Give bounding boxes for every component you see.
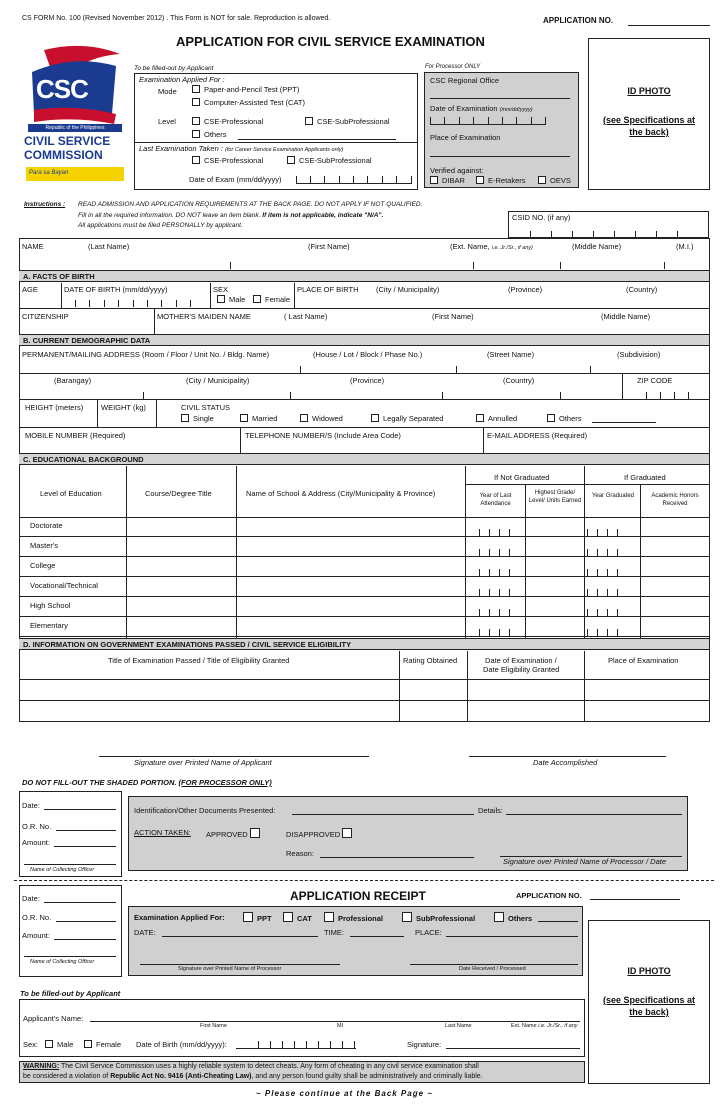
reason-label: Reason: (286, 849, 314, 858)
street-label: (Street Name) (487, 350, 535, 359)
logo-line2: COMMISSION (24, 148, 103, 162)
csc-emblem-icon (24, 44, 126, 184)
warning-line2: be considered a violation of Republic Act No. 9416 (Anti-Cheating Law), and any person found guilty shall be administratively and criminally liable. (23, 1073, 483, 1080)
last-pro-label: CSE-Professional (204, 156, 264, 165)
civil-others-option[interactable]: Others (547, 414, 582, 423)
digit-divider (489, 549, 490, 556)
city-label: (City / Municipality) (186, 376, 250, 385)
processor-signature-label: Signature over Printed Name of Processor / Date (503, 857, 666, 866)
digit-divider (617, 549, 618, 556)
digit-divider (489, 609, 490, 616)
name-label: NAME (22, 242, 44, 251)
digit-divider (607, 529, 608, 536)
form-number: CS FORM No. 100 (Revised November 2012) . This Form is NOT for sale. Reproduction is allowed. (22, 15, 331, 22)
female-checkbox[interactable] (253, 295, 261, 303)
exam-applied-label: Examination Applied For : (139, 75, 225, 84)
digit-divider (499, 629, 500, 636)
collect-date-label: Date: (22, 801, 40, 810)
gov-rating-header: Rating Obtained (403, 656, 458, 665)
not-graduated-header: If Not Graduated (494, 473, 550, 482)
bottom-name-field[interactable] (90, 1021, 580, 1022)
receipt-collecting-label: Name of Collecting Officer (30, 959, 95, 965)
annulled-option[interactable]: Annulled (476, 414, 517, 423)
digit-divider (597, 549, 598, 556)
dob-label: DATE OF BIRTH (mm/dd/yyyy) (64, 285, 168, 294)
receipt-cat-checkbox[interactable] (283, 912, 293, 922)
receipt-amount-field[interactable] (54, 939, 116, 940)
last-exam-label: Last Examination Taken : (for Career Service Examination Applicants only) (139, 144, 344, 153)
edu-level-label: Elementary (30, 621, 68, 630)
male-checkbox[interactable] (217, 295, 225, 303)
mi-label: (M.I.) (676, 242, 694, 251)
applicant-signature-label: Signature over Printed Name of Applicant (134, 758, 272, 767)
csc-logo (24, 44, 126, 184)
logo-abbr: CSC (36, 74, 88, 104)
digit-divider (509, 549, 510, 556)
pob-label: PLACE OF BIRTH (297, 285, 359, 294)
digit-divider (479, 569, 480, 576)
application-no-field[interactable] (628, 25, 710, 26)
collect-or-label: O.R. No. (22, 822, 52, 831)
male-option[interactable]: Male (217, 295, 245, 304)
digit-divider (587, 629, 588, 636)
eretakers-option[interactable]: E-Retakers (476, 176, 526, 185)
digit-divider (499, 549, 500, 556)
digit-divider (499, 529, 500, 536)
idocs-label: Identification/Other Documents Presented: (134, 806, 276, 815)
oevs-option[interactable]: OEVS (538, 176, 571, 185)
weight-label: WEIGHT (kg) (101, 403, 146, 412)
receipt-others-checkbox[interactable] (494, 912, 504, 922)
digit-divider (587, 589, 588, 596)
cut-line (14, 880, 714, 881)
id-photo-spec: (see Specifications at the back) (602, 115, 696, 137)
subdivision-label: (Subdivision) (617, 350, 661, 359)
mode-label: Mode (158, 87, 177, 96)
digit-divider (499, 569, 500, 576)
digit-divider (509, 529, 510, 536)
receipt-exam-date-field[interactable] (162, 936, 318, 937)
maiden-first-label: (First Name) (432, 312, 474, 321)
level-pro-option[interactable] (192, 117, 263, 126)
action-taken-label: ACTION TAKEN: (134, 828, 191, 837)
honors-header: Academic Honors Received (651, 493, 699, 507)
applicant-caption: To be filled-out by Applicant (134, 65, 214, 72)
level-label: Level (158, 117, 176, 126)
receipt-place-field[interactable] (446, 936, 578, 937)
year-last-header: Year of Last Attendance (479, 493, 512, 507)
date-accomplished-field[interactable] (469, 756, 666, 757)
digit-divider (499, 589, 500, 596)
instructions-line3: All applications must be filed PERSONALLY by applicant. (78, 222, 243, 229)
logo-line1: CIVIL SERVICE (24, 134, 111, 148)
section-education: C. EDUCATIONAL BACKGROUND (19, 453, 709, 465)
gov-date-header: Date of Examination / (485, 656, 557, 665)
digit-divider (489, 569, 490, 576)
digit-divider (617, 609, 618, 616)
receipt-ppt-checkbox[interactable] (243, 912, 253, 922)
sex-label: SEX (213, 285, 229, 294)
separated-option[interactable]: Legally Separated (371, 414, 443, 423)
application-no-label: APPLICATION NO. (543, 16, 614, 25)
last-sub-checkbox[interactable] (287, 156, 295, 164)
province-label: (Province) (350, 376, 385, 385)
edu-level-label: Master's (30, 541, 59, 550)
digit-divider (479, 589, 480, 596)
email-label: E-MAIL ADDRESS (Required) (487, 431, 588, 440)
place-examination-label: Place of Examination (430, 133, 501, 142)
digit-divider (587, 569, 588, 576)
separated-checkbox[interactable] (371, 414, 379, 422)
digit-divider (597, 569, 598, 576)
bottom-male-checkbox[interactable] (45, 1040, 53, 1048)
maiden-last-label: ( Last Name) (284, 312, 328, 321)
date-examination-label: Date of Examination (mm/dd/yyyy) (430, 104, 533, 113)
reason-field[interactable] (320, 857, 474, 858)
idocs-field[interactable] (292, 814, 474, 815)
digit-divider (479, 629, 480, 636)
telephone-label: TELEPHONE NUMBER/S (Include Area Code) (245, 431, 401, 440)
date-of-exam-label: Date of Exam (mm/dd/yyyy) (189, 175, 282, 184)
ppt-checkbox[interactable] (192, 85, 200, 93)
bottom-ext-label: Ext. Name i.e. Jr./Sr., if any (511, 1023, 578, 1029)
pob-city-label: (City / Municipality) (376, 285, 440, 294)
eretakers-checkbox[interactable] (476, 176, 484, 184)
bottom-dob-label: Date of Birth (mm/dd/yyyy): (136, 1040, 227, 1049)
edu-level-label: Doctorate (30, 521, 63, 530)
digit-divider (597, 609, 598, 616)
pob-province-label: (Province) (508, 285, 543, 294)
edu-level-label: Vocational/Technical (30, 581, 98, 590)
edu-level-label: College (30, 561, 56, 570)
digit-divider (607, 609, 608, 616)
col-level-header: Level of Education (40, 489, 102, 498)
instructions-line2: Fill in all the required information. DO NOT leave an item blank. If item is not applicable, indicate "N/A". (78, 212, 384, 219)
bottom-first-label: First Name (200, 1023, 227, 1029)
annulled-checkbox[interactable] (476, 414, 484, 422)
bottom-dob-field[interactable] (236, 1048, 356, 1049)
continue-note: ~ Please continue at the Back Page ~ (256, 1089, 433, 1098)
dibar-option[interactable]: DIBAR (430, 176, 465, 185)
year-graduated-header: Year Graduated (591, 493, 635, 499)
barangay-label: (Barangay) (54, 376, 92, 385)
bottom-signature-label: Signature: (407, 1040, 442, 1049)
bottom-male-option[interactable]: Male (45, 1040, 73, 1049)
receipt-id-photo-spec: (see Specifications at the back) (602, 995, 696, 1017)
receipt-exam-date-label: DATE: (134, 928, 156, 937)
table-row[interactable] (19, 537, 710, 557)
bottom-signature-field[interactable] (446, 1048, 580, 1049)
digit-divider (509, 569, 510, 576)
digit-divider (597, 589, 598, 596)
receipt-ppt-option[interactable]: PPT (243, 912, 272, 923)
digit-divider (617, 589, 618, 596)
section-gov-exams: D. INFORMATION ON GOVERNMENT EXAMINATIONS PASSED / CIVIL SERVICE ELIGIBILITY (19, 638, 709, 650)
logo-tagline: Para sa Bayan (26, 167, 124, 181)
others-specify-field[interactable] (238, 139, 396, 140)
digit-divider (617, 529, 618, 536)
collect-or-field[interactable] (56, 830, 116, 831)
section-demographic: B. CURRENT DEMOGRAPHIC DATA (19, 334, 709, 346)
digit-divider (499, 609, 500, 616)
bottom-mi-label: MI (337, 1023, 344, 1029)
gov-title-header: Title of Examination Passed / Title of Eligibility Granted (108, 656, 290, 665)
page-title: APPLICATION FOR CIVIL SERVICE EXAMINATION (176, 34, 485, 49)
single-option[interactable]: Single (181, 414, 214, 423)
collecting-officer-label: Name of Collecting Officer (30, 867, 95, 873)
married-checkbox[interactable] (240, 414, 248, 422)
receipt-amount-label: Amount: (22, 931, 50, 940)
receipt-others-option[interactable]: Others (494, 912, 532, 923)
digit-divider (607, 549, 608, 556)
gov-place-header: Place of Examination (608, 656, 679, 665)
receipt-pro-checkbox[interactable] (324, 912, 334, 922)
receipt-time-label: TIME: (324, 928, 344, 937)
digit-divider (509, 609, 510, 616)
civil-others-checkbox[interactable] (547, 414, 555, 422)
digit-divider (509, 629, 510, 636)
digit-divider (607, 569, 608, 576)
female-option[interactable]: Female (253, 295, 290, 304)
disapproved-checkbox[interactable] (342, 828, 352, 838)
digit-divider (617, 569, 618, 576)
country-label: (Country) (503, 376, 535, 385)
age-label: AGE (22, 285, 38, 294)
id-photo-title: ID PHOTO (627, 86, 671, 96)
receipt-date-field[interactable] (44, 902, 116, 903)
table-row[interactable] (19, 557, 710, 577)
receipt-cat-option[interactable]: CAT (283, 912, 312, 923)
cse-pro-label: CSE-Professional (204, 117, 264, 126)
dibar-checkbox[interactable] (430, 176, 438, 184)
citizenship-label: CITIZENSHIP (22, 312, 69, 321)
last-name-label: (Last Name) (88, 242, 130, 251)
address-label: PERMANENT/MAILING ADDRESS (Room / Floor / Unit No. / Bldg. Name) (22, 350, 270, 359)
maiden-middle-label: (Middle Name) (601, 312, 651, 321)
receipt-received-label: Date Received / Processed (459, 966, 526, 972)
col-school-header: Name of School & Address (City/Municipality & Province) (246, 489, 436, 498)
details-field[interactable] (506, 814, 682, 815)
csid-label: CSID NO. (if any) (512, 213, 571, 222)
instructions-label: Instructions : (24, 201, 66, 208)
details-label: Details: (478, 806, 504, 815)
table-row[interactable] (19, 517, 710, 537)
table-row[interactable] (19, 597, 710, 617)
ppt-label: Paper-and-Pencil Test (PPT) (204, 85, 300, 94)
graduated-header: If Graduated (624, 473, 666, 482)
level-others-option[interactable] (192, 130, 227, 139)
civil-status-label: CIVIL STATUS (181, 403, 231, 412)
mode-cat-option[interactable] (192, 98, 305, 107)
processor-caption: For Processor ONLY (425, 64, 481, 70)
processor-warning: DO NOT FILL-OUT THE SHADED PORTION. (FOR PROCESSOR ONLY) (22, 778, 272, 787)
receipt-sig-label: Signature over Printed Name of Processor (178, 966, 282, 972)
receipt-others-field[interactable] (538, 921, 578, 922)
receipt-app-no-field[interactable] (590, 899, 680, 900)
digit-divider (587, 609, 588, 616)
digit-divider (479, 609, 480, 616)
digit-divider (607, 589, 608, 596)
receipt-sub-checkbox[interactable] (402, 912, 412, 922)
bottom-last-label: Last Name (445, 1023, 472, 1029)
last-exam-pro-option[interactable] (192, 156, 263, 165)
receipt-exam-for-label: Examination Applied For: (134, 913, 225, 922)
bottom-sex-label: Sex: (23, 1040, 39, 1049)
house-label: (House / Lot / Block / Phase No.) (313, 350, 423, 359)
single-checkbox[interactable] (181, 414, 189, 422)
receipt-title: APPLICATION RECEIPT (290, 889, 426, 903)
bottom-female-option[interactable]: Female (84, 1040, 121, 1049)
widowed-option[interactable]: Widowed (300, 414, 343, 423)
digit-divider (597, 629, 598, 636)
collect-amount-label: Amount: (22, 838, 50, 847)
date-of-exam-field[interactable] (296, 183, 412, 184)
table-row[interactable] (19, 577, 710, 597)
instructions-line1: READ ADMISSION AND APPLICATION REQUIREMENTS AT THE BACK PAGE. DO NOT APPLY IF NOT QUALIFIED. (78, 201, 423, 208)
gov-date-header2: Date Eligibility Granted (483, 665, 560, 674)
receipt-place-label: PLACE: (415, 928, 442, 937)
receipt-time-field[interactable] (350, 936, 404, 937)
receipt-id-photo-title: ID PHOTO (627, 966, 671, 976)
digit-divider (509, 589, 510, 596)
approved-option[interactable]: APPROVED (206, 828, 264, 839)
cse-sub-checkbox[interactable] (305, 117, 313, 125)
digit-divider (489, 629, 490, 636)
digit-divider (587, 549, 588, 556)
verified-label: Verified against: (430, 166, 484, 175)
others-label: Others (204, 130, 227, 139)
bottom-female-checkbox[interactable] (84, 1040, 92, 1048)
collect-date-field[interactable] (44, 809, 116, 810)
warning-line1: WARNING: The Civil Service Commission uses a highly reliable system to detect cheats. Any form of cheating in any civil service examination shall (23, 1063, 479, 1070)
oevs-checkbox[interactable] (538, 176, 546, 184)
digit-divider (489, 529, 490, 536)
col-course-header: Course/Degree Title (145, 489, 212, 498)
regional-office-label: CSC Regional Office (430, 76, 500, 85)
receipt-pro-option[interactable]: Professional (324, 912, 383, 923)
civil-others-field[interactable] (592, 422, 656, 423)
mode-ppt-option[interactable] (192, 85, 299, 94)
widowed-checkbox[interactable] (300, 414, 308, 422)
last-sub-label: CSE-SubProfessional (299, 156, 372, 165)
cse-pro-checkbox[interactable] (192, 117, 200, 125)
section-facts-of-birth: A. FACTS OF BIRTH (19, 270, 709, 282)
mobile-label: MOBILE NUMBER (Required) (25, 431, 126, 440)
digit-divider (597, 529, 598, 536)
ext-name-label: (Ext. Name, i.e. Jr./Sr., if any) (450, 242, 533, 251)
height-label: HEIGHT (meters) (25, 403, 84, 412)
digit-divider (489, 589, 490, 596)
date-accomplished-label: Date Accomplished (533, 758, 598, 767)
receipt-sub-option[interactable]: SubProfessional (402, 912, 475, 923)
applicant-signature-field[interactable] (99, 756, 369, 757)
others-checkbox[interactable] (192, 130, 200, 138)
highest-grade-header: Highest Grade/ Level/ Units Earned (528, 490, 582, 504)
logo-republic: Republic of the Philippines (28, 124, 122, 132)
first-name-label: (First Name) (308, 242, 350, 251)
table-row[interactable] (19, 617, 710, 637)
cse-sub-label: CSE-SubProfessional (317, 117, 390, 126)
bottom-name-label: Applicant's Name: (23, 1014, 84, 1023)
married-option[interactable]: Married (240, 414, 277, 423)
maiden-name-label: MOTHER'S MAIDEN NAME (157, 312, 251, 321)
disapproved-option[interactable]: DISAPPROVED (286, 828, 356, 839)
receipt-app-no-label: APPLICATION NO. (516, 891, 582, 900)
collect-amount-field[interactable] (54, 846, 116, 847)
pob-country-label: (Country) (626, 285, 658, 294)
cat-label: Computer-Assisted Test (CAT) (204, 98, 305, 107)
receipt-date-label: Date: (22, 894, 40, 903)
receipt-or-field[interactable] (56, 921, 116, 922)
receipt-or-label: O.R. No. (22, 913, 52, 922)
digit-divider (479, 529, 480, 536)
edu-level-label: High School (30, 601, 71, 610)
cat-checkbox[interactable] (192, 98, 200, 106)
bottom-caption: To be filled-out by Applicant (20, 989, 121, 998)
digit-divider (607, 629, 608, 636)
approved-checkbox[interactable] (250, 828, 260, 838)
middle-name-label: (Middle Name) (572, 242, 622, 251)
level-sub-option[interactable] (305, 117, 390, 126)
digit-divider (479, 549, 480, 556)
digit-divider (617, 629, 618, 636)
digit-divider (587, 529, 588, 536)
last-exam-sub-option[interactable] (287, 156, 372, 165)
zip-label: ZIP CODE (637, 376, 673, 385)
last-pro-checkbox[interactable] (192, 156, 200, 164)
